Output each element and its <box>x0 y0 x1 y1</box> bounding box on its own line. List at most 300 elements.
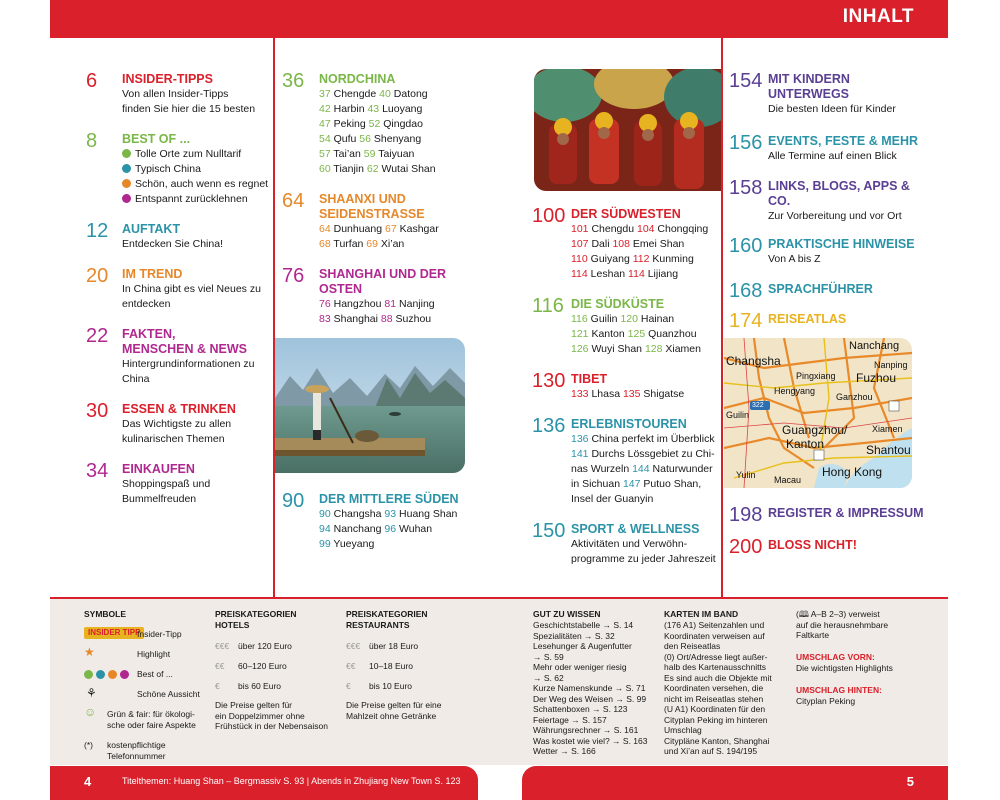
place-name: Tai’an <box>333 148 364 160</box>
place-page: 101 <box>571 223 592 235</box>
price-range: 60–120 Euro <box>238 661 287 671</box>
price-range: bis 60 Euro <box>238 681 281 691</box>
map-note: Koordinaten verweisen auf <box>664 630 765 641</box>
place-page: 94 <box>319 523 334 535</box>
price-range: über 120 Euro <box>238 641 292 651</box>
map-place-label: Shantou <box>866 443 911 457</box>
toc-section-title: MENSCHEN & NEWS <box>122 342 248 356</box>
tour-page: 141 <box>571 448 592 460</box>
toc-page-number: 100 <box>532 205 566 227</box>
toc-entry[interactable] <box>282 190 509 250</box>
price-symbol: €€ <box>215 661 225 671</box>
toc-section-title: UNTERWEGS <box>768 87 850 101</box>
best-of-item <box>122 147 241 162</box>
place-page: 126 <box>571 343 592 355</box>
map-note: Faltkarte <box>796 630 830 640</box>
place-page: 43 <box>367 103 383 115</box>
toc-section-title: PRAKTISCHE HINWEISE <box>768 237 915 251</box>
price-range: über 18 Euro <box>369 641 419 651</box>
place-name: Dunhuang <box>333 223 385 235</box>
map-note: Koordinaten versehen, die <box>664 683 764 693</box>
knowledge-ref: Wetter → S. 166 <box>533 746 596 756</box>
toc-section-title: CO. <box>768 194 791 208</box>
cover-note: Die wichtigsten Highlights <box>796 663 893 673</box>
map-note: (U A1) Koordinaten für den <box>664 704 766 714</box>
place-page: 57 <box>319 148 334 160</box>
toc-page-number: 154 <box>729 70 763 92</box>
map-note: auf die herausnehmbare <box>796 619 889 630</box>
best-of-dot-icon <box>96 670 105 679</box>
price-note: Mahlzeit ohne Getränke <box>346 710 437 721</box>
toc-section-title: INSIDER-TIPPS <box>122 72 213 86</box>
price-note: Die Preise gelten für eine <box>346 700 442 710</box>
toc-section-title: TIBET <box>571 372 608 386</box>
map-place-label: 322 <box>752 402 764 409</box>
place-name: Guilin <box>590 313 621 325</box>
map-note: Es sind auch die Objekte mit <box>664 672 772 683</box>
knowledge-ref: Währungsrechner → S. 161 <box>533 725 639 735</box>
place-page: 114 <box>628 268 648 280</box>
toc-page-number: 22 <box>86 325 109 347</box>
map-note: (🕮 A–B 2–3) verweist <box>796 609 880 619</box>
place-name: Dali <box>591 238 613 250</box>
toc-page-number: 76 <box>282 265 305 287</box>
bullet-dot-icon <box>122 164 131 173</box>
toc-page-number: 30 <box>86 400 109 422</box>
view-icon: ⚘ <box>86 686 97 700</box>
map-place-label: Hong Kong <box>822 465 883 479</box>
place-name: Changsha <box>333 508 385 520</box>
map-place-label: Fuzhou <box>856 371 897 385</box>
place-name: Chengde <box>333 88 380 100</box>
tour-page: 147 <box>622 478 644 490</box>
tour-name: in Sichuan <box>571 478 623 490</box>
map-note: nicht im Reiseatlas stehen <box>664 693 764 704</box>
map-place-label: Pingxiang <box>796 371 836 381</box>
place-page: 69 <box>366 238 381 250</box>
knowledge-ref: Geschichtstabelle → S. 14 <box>533 620 634 630</box>
place-page: 116 <box>571 313 591 325</box>
toc-entry[interactable] <box>729 310 958 332</box>
place-name: Qingdao <box>383 118 423 130</box>
footer-heading: PREISKATEGORIEN <box>215 609 297 619</box>
place-name: Kanton <box>591 328 628 340</box>
toc-section-title: ERLEBNISTOUREN <box>571 417 687 431</box>
toc-page-number: 116 <box>532 295 564 317</box>
place-page: 114 <box>571 268 591 280</box>
place-page: 42 <box>319 103 334 115</box>
price-note: ein Doppelzimmer ohne <box>215 710 305 721</box>
toc-place-row <box>571 387 684 402</box>
place-name: Kunming <box>652 253 694 265</box>
place-page: 108 <box>612 238 633 250</box>
column-divider <box>721 38 723 597</box>
toc-place-row <box>319 102 422 117</box>
place-page: 81 <box>384 298 400 310</box>
place-name: Lijiang <box>647 268 679 280</box>
toc-page-number: 34 <box>86 460 109 482</box>
toc-section-title: MIT KINDERN <box>768 72 850 86</box>
symbol-label: Schöne Aussicht <box>137 689 200 699</box>
symbol-label: Telefonnummer <box>107 750 166 761</box>
best-of-dot-icon <box>84 670 93 679</box>
tour-name: China perfekt im Überblick <box>591 433 715 445</box>
toc-section-title: LINKS, BLOGS, APPS & <box>768 179 910 193</box>
map-place-label: Guangzhou/ <box>782 423 848 437</box>
map-note: halb des Kartenausschnitts <box>664 662 767 672</box>
symbol-label: kostenpflichtige <box>107 740 166 750</box>
place-name: Nanjing <box>399 298 435 310</box>
toc-section-title: SEIDENSTRASSE <box>319 207 425 221</box>
place-name: Harbin <box>333 103 368 115</box>
page-number-right: 5 <box>906 774 914 789</box>
toc-place-row <box>571 267 678 282</box>
price-note: Die Preise gelten für <box>215 700 293 710</box>
page-title: INHALT <box>842 6 914 27</box>
place-page: 121 <box>571 328 592 340</box>
toc-section-title: FAKTEN, <box>122 327 176 341</box>
knowledge-ref: Spezialitäten → S. 32 <box>533 630 615 641</box>
toc-page-number: 36 <box>282 70 305 92</box>
knowledge-ref: Mehr oder weniger riesig <box>533 662 627 672</box>
toc-entry[interactable] <box>86 220 312 250</box>
tour-name: Naturwunder <box>652 463 713 475</box>
map-place-label: Nanchang <box>849 340 900 352</box>
tour-name: Putuo Shan, <box>643 478 702 490</box>
map-place-label: Yulin <box>736 470 756 480</box>
toc-page-number: 12 <box>86 220 109 242</box>
toc-section-title: BLOSS NICHT! <box>768 538 857 552</box>
map-note: Cityplan Peking im hinteren <box>664 714 768 725</box>
toc-description: In China gibt es viel Neues zu <box>122 283 261 295</box>
toc-place-row <box>319 537 374 552</box>
toc-place-row <box>319 132 421 147</box>
place-page: 96 <box>384 523 400 535</box>
toc-entry[interactable] <box>729 280 958 302</box>
place-name: Guiyang <box>590 253 633 265</box>
place-name: Peking <box>333 118 369 130</box>
toc-place-row <box>319 147 414 162</box>
footer-heading: KARTEN IM BAND <box>664 609 739 619</box>
toc-page-number: 130 <box>532 370 566 392</box>
place-name: Kashgar <box>399 223 439 235</box>
place-page: 135 <box>622 388 644 400</box>
place-page: 99 <box>319 538 334 550</box>
place-page: 93 <box>384 508 400 520</box>
toc-description: Das Wichtigste zu allen <box>122 418 232 430</box>
map-note: den Reiseatlas <box>664 641 721 651</box>
best-of-label: Schön, auch wenn es regnet <box>135 178 269 190</box>
toc-description: kulinarischen Themen <box>122 433 225 445</box>
toc-place-row <box>571 252 694 267</box>
toc-entry[interactable] <box>729 235 958 265</box>
toc-description: Entdecken Sie China! <box>122 238 223 250</box>
toc-description: programme zu jeder Jahreszeit <box>571 553 716 565</box>
map-place-label: Hengyang <box>774 386 816 396</box>
best-of-dot-icon <box>108 670 117 679</box>
bullet-dot-icon <box>122 194 131 203</box>
place-page: 83 <box>319 313 334 325</box>
bullet-dot-icon <box>122 179 131 188</box>
toc-section-title: NORDCHINA <box>319 72 396 86</box>
map-note: (176 A1) Seitenzahlen und <box>664 620 765 630</box>
best-of-item <box>122 192 248 207</box>
place-name: Emei Shan <box>632 238 685 250</box>
knowledge-ref: Feiertage → S. 157 <box>533 714 607 725</box>
toc-section-title: REGISTER & IMPRESSUM <box>768 506 924 520</box>
toc-entry[interactable] <box>729 504 958 526</box>
place-name: Chongqing <box>657 223 709 235</box>
toc-description: Aktivitäten und Verwöhn- <box>571 538 688 550</box>
place-name: Shigatse <box>643 388 685 400</box>
toc-section-title: SHAANXI UND <box>319 192 406 206</box>
toc-place-row <box>319 522 432 537</box>
toc-page-number: 20 <box>86 265 109 287</box>
toc-description: entdecken <box>122 298 171 310</box>
toc-description: Zur Vorbereitung und vor Ort <box>768 210 902 222</box>
place-name: Shenyang <box>373 133 422 145</box>
place-page: 68 <box>319 238 334 250</box>
price-note: Frühstück in der Nebensaison <box>215 721 328 731</box>
symbol-label: Grün & fair: für ökologi- <box>107 709 195 719</box>
place-name: Tianjin <box>333 163 367 175</box>
place-name: Nanchang <box>333 523 385 535</box>
place-page: 120 <box>620 313 641 325</box>
place-name: Quanzhou <box>648 328 697 340</box>
price-symbol: €€€ <box>215 641 230 651</box>
price-range: 10–18 Euro <box>369 661 413 671</box>
tour-name: Insel der Guanyin <box>571 493 654 505</box>
place-page: 133 <box>571 388 592 400</box>
toc-section-title: OSTEN <box>319 282 363 296</box>
toc-section-title: REISEATLAS <box>768 312 847 326</box>
toc-description: Bummelfreuden <box>122 493 197 505</box>
place-name: Xiamen <box>665 343 701 355</box>
green-fair-icon: ☺ <box>84 705 97 719</box>
toc-description: Alle Termine auf einen Blick <box>768 150 897 162</box>
best-of-dot-icon <box>120 670 129 679</box>
place-page: 112 <box>632 253 653 265</box>
toc-section-title: SPRACHFÜHRER <box>768 282 873 296</box>
toc-section-title: DER MITTLERE SÜDEN <box>319 492 459 506</box>
toc-entry[interactable] <box>282 265 509 325</box>
toc-page-number: 6 <box>86 70 98 92</box>
page-number-left: 4 <box>84 774 92 789</box>
knowledge-ref: Lesehunger & Augenfutter <box>533 641 632 651</box>
map-place-label: Xiamen <box>872 424 903 434</box>
toc-place-row <box>571 342 701 357</box>
price-range: bis 10 Euro <box>369 681 412 691</box>
place-page: 110 <box>571 253 591 265</box>
place-name: Huang Shan <box>399 508 458 520</box>
tour-line <box>571 492 653 507</box>
toc-place-row <box>571 222 708 237</box>
toc-entry[interactable] <box>86 325 312 385</box>
footer-heading: PREISKATEGORIEN <box>346 609 428 619</box>
place-page: 90 <box>319 508 334 520</box>
place-name: Leshan <box>590 268 629 280</box>
toc-entry[interactable] <box>729 132 958 162</box>
place-page: 128 <box>644 343 666 355</box>
place-page: 52 <box>368 118 384 130</box>
map-south-china <box>724 338 912 488</box>
best-of-label: Entspannt zurücklehnen <box>135 193 248 205</box>
price-symbol: € <box>215 681 220 691</box>
place-name: Wutai Shan <box>381 163 436 175</box>
price-symbol: €€ <box>346 661 356 671</box>
place-page: 107 <box>571 238 592 250</box>
place-name: Wuyi Shan <box>591 343 645 355</box>
toc-section-title: EVENTS, FESTE & MEHR <box>768 134 919 148</box>
photo-tibetan-monks <box>534 69 721 191</box>
toc-section-title: DER SÜDWESTEN <box>571 207 681 221</box>
toc-description: Shoppingspaß und <box>122 478 211 490</box>
place-page: 37 <box>319 88 334 100</box>
best-of-label: Typisch China <box>135 163 201 175</box>
map-note: und Xi’an auf S. 194/195 <box>664 746 758 756</box>
best-of-item <box>122 162 201 177</box>
toc-entry[interactable] <box>729 177 958 222</box>
toc-place-row <box>319 312 431 327</box>
toc-place-row <box>319 87 428 102</box>
place-page: 67 <box>385 223 400 235</box>
best-of-item <box>122 177 268 192</box>
footer-heading: UMSCHLAG HINTEN: <box>796 685 882 695</box>
place-page: 59 <box>363 148 379 160</box>
place-name: Xi’an <box>380 238 405 250</box>
toc-place-row <box>571 327 697 342</box>
price-symbol: €€€ <box>346 641 361 651</box>
symbol-label: sche oder faire Aspekte <box>107 719 196 730</box>
toc-entry[interactable] <box>729 536 958 558</box>
toc-page-number: 150 <box>532 520 566 542</box>
toc-place-row <box>319 117 423 132</box>
bottom-bar-left <box>50 766 478 800</box>
place-name: Chengdu <box>591 223 637 235</box>
toc-place-row <box>319 162 436 177</box>
place-page: 88 <box>380 313 396 325</box>
knowledge-ref: Was kostet wie viel? → S. 163 <box>533 735 648 746</box>
knowledge-ref: → S. 59 <box>533 651 564 662</box>
toc-section-title: IM TREND <box>122 267 183 281</box>
tour-page: 136 <box>571 433 592 445</box>
toc-place-row <box>571 237 684 252</box>
place-name: Yueyang <box>333 538 375 550</box>
toc-description: Die besten Ideen für Kinder <box>768 103 896 115</box>
knowledge-ref: Der Weg des Weisen → S. 99 <box>533 693 647 704</box>
toc-place-row <box>571 312 674 327</box>
footer-heading: UMSCHLAG VORN: <box>796 652 875 662</box>
place-page: 40 <box>379 88 394 100</box>
toc-section-title: ESSEN & TRINKEN <box>122 402 236 416</box>
footer-heading: RESTAURANTS <box>346 619 410 630</box>
tour-line <box>571 432 715 447</box>
symbol-label: (*) <box>84 740 93 750</box>
toc-page-number: 158 <box>729 177 763 199</box>
footer-divider <box>50 597 948 599</box>
toc-section-title: EINKAUFEN <box>122 462 195 476</box>
toc-page-number: 156 <box>729 132 763 154</box>
place-page: 125 <box>627 328 649 340</box>
toc-page-number: 90 <box>282 490 305 512</box>
column-divider <box>273 38 275 597</box>
toc-place-row <box>319 297 435 312</box>
tour-page: 144 <box>632 463 653 475</box>
toc-entry[interactable] <box>282 490 509 550</box>
star-icon: ★ <box>84 645 95 659</box>
toc-entry[interactable] <box>282 70 509 175</box>
best-of-label: Tolle Orte zum Nulltarif <box>135 148 242 160</box>
bottom-bar-right <box>522 766 948 800</box>
toc-description: Von allen Insider-Tipps <box>122 88 229 100</box>
toc-page-number: 160 <box>729 235 763 257</box>
toc-section-title: DIE SÜDKÜSTE <box>571 297 665 311</box>
map-note: Citypläne Kanton, Shanghai <box>664 735 770 746</box>
map-place-label: Changsha <box>726 354 781 368</box>
map-place-label: Ganzhou <box>836 392 873 402</box>
price-symbol: € <box>346 681 351 691</box>
place-name: Suzhou <box>395 313 432 325</box>
insider-tip-badge: INSIDER TIPP <box>84 627 144 639</box>
place-name: Turfan <box>333 238 367 250</box>
knowledge-ref: Kurze Namenskunde → S. 71 <box>533 683 646 693</box>
place-page: 64 <box>319 223 334 235</box>
place-page: 47 <box>319 118 334 130</box>
tour-line <box>571 447 715 462</box>
symbol-label: Highlight <box>137 649 171 659</box>
map-note: Umschlag <box>664 725 702 735</box>
map-place-label: Kanton <box>786 437 825 451</box>
toc-description: China <box>122 373 150 385</box>
toc-section-title: BEST OF ... <box>122 132 191 146</box>
place-name: Taiyuan <box>378 148 415 160</box>
cover-topics: Titelthemen: Huang Shan – Bergmassiv S. 93 | Abends in Zhujiang New Town S. 123 <box>122 776 461 786</box>
bullet-dot-icon <box>122 149 131 158</box>
place-name: Hangzhou <box>333 298 385 310</box>
place-page: 56 <box>359 133 374 145</box>
map-note: (0) Ort/Adresse liegt außer- <box>664 651 768 662</box>
footer-heading: GUT ZU WISSEN <box>533 609 601 619</box>
toc-page-number: 136 <box>532 415 566 437</box>
header-bar <box>50 0 948 38</box>
knowledge-ref: → S. 62 <box>533 672 564 683</box>
toc-entry[interactable] <box>729 70 958 115</box>
place-name: Datong <box>393 88 428 100</box>
toc-description: Von A bis Z <box>768 253 821 265</box>
symbol-label: Insider-Tipp <box>137 629 182 639</box>
tour-name: nas Wurzeln <box>571 463 633 475</box>
toc-page-number: 168 <box>729 280 763 302</box>
place-name: Qufu <box>333 133 360 145</box>
map-place-label: Nanping <box>874 360 908 370</box>
symbol-label: Best of ... <box>137 669 173 679</box>
place-name: Shanghai <box>333 313 381 325</box>
tour-line <box>571 462 713 477</box>
place-name: Wuhan <box>399 523 433 535</box>
cover-note: Cityplan Peking <box>796 696 856 706</box>
place-name: Hainan <box>640 313 675 325</box>
toc-description: Hintergrundinformationen zu <box>122 358 255 370</box>
tour-name: Durchs Lössgebiet zu Chi- <box>591 448 715 460</box>
place-name: Luoyang <box>382 103 423 115</box>
toc-section-title: AUFTAKT <box>122 222 181 236</box>
toc-place-row <box>319 237 404 252</box>
toc-description: finden Sie hier die 15 besten <box>122 103 256 115</box>
photo-river-fisherman <box>275 338 465 473</box>
place-page: 104 <box>636 223 658 235</box>
footer-heading: HOTELS <box>215 619 250 630</box>
knowledge-ref: Schattenboxen → S. 123 <box>533 704 628 714</box>
